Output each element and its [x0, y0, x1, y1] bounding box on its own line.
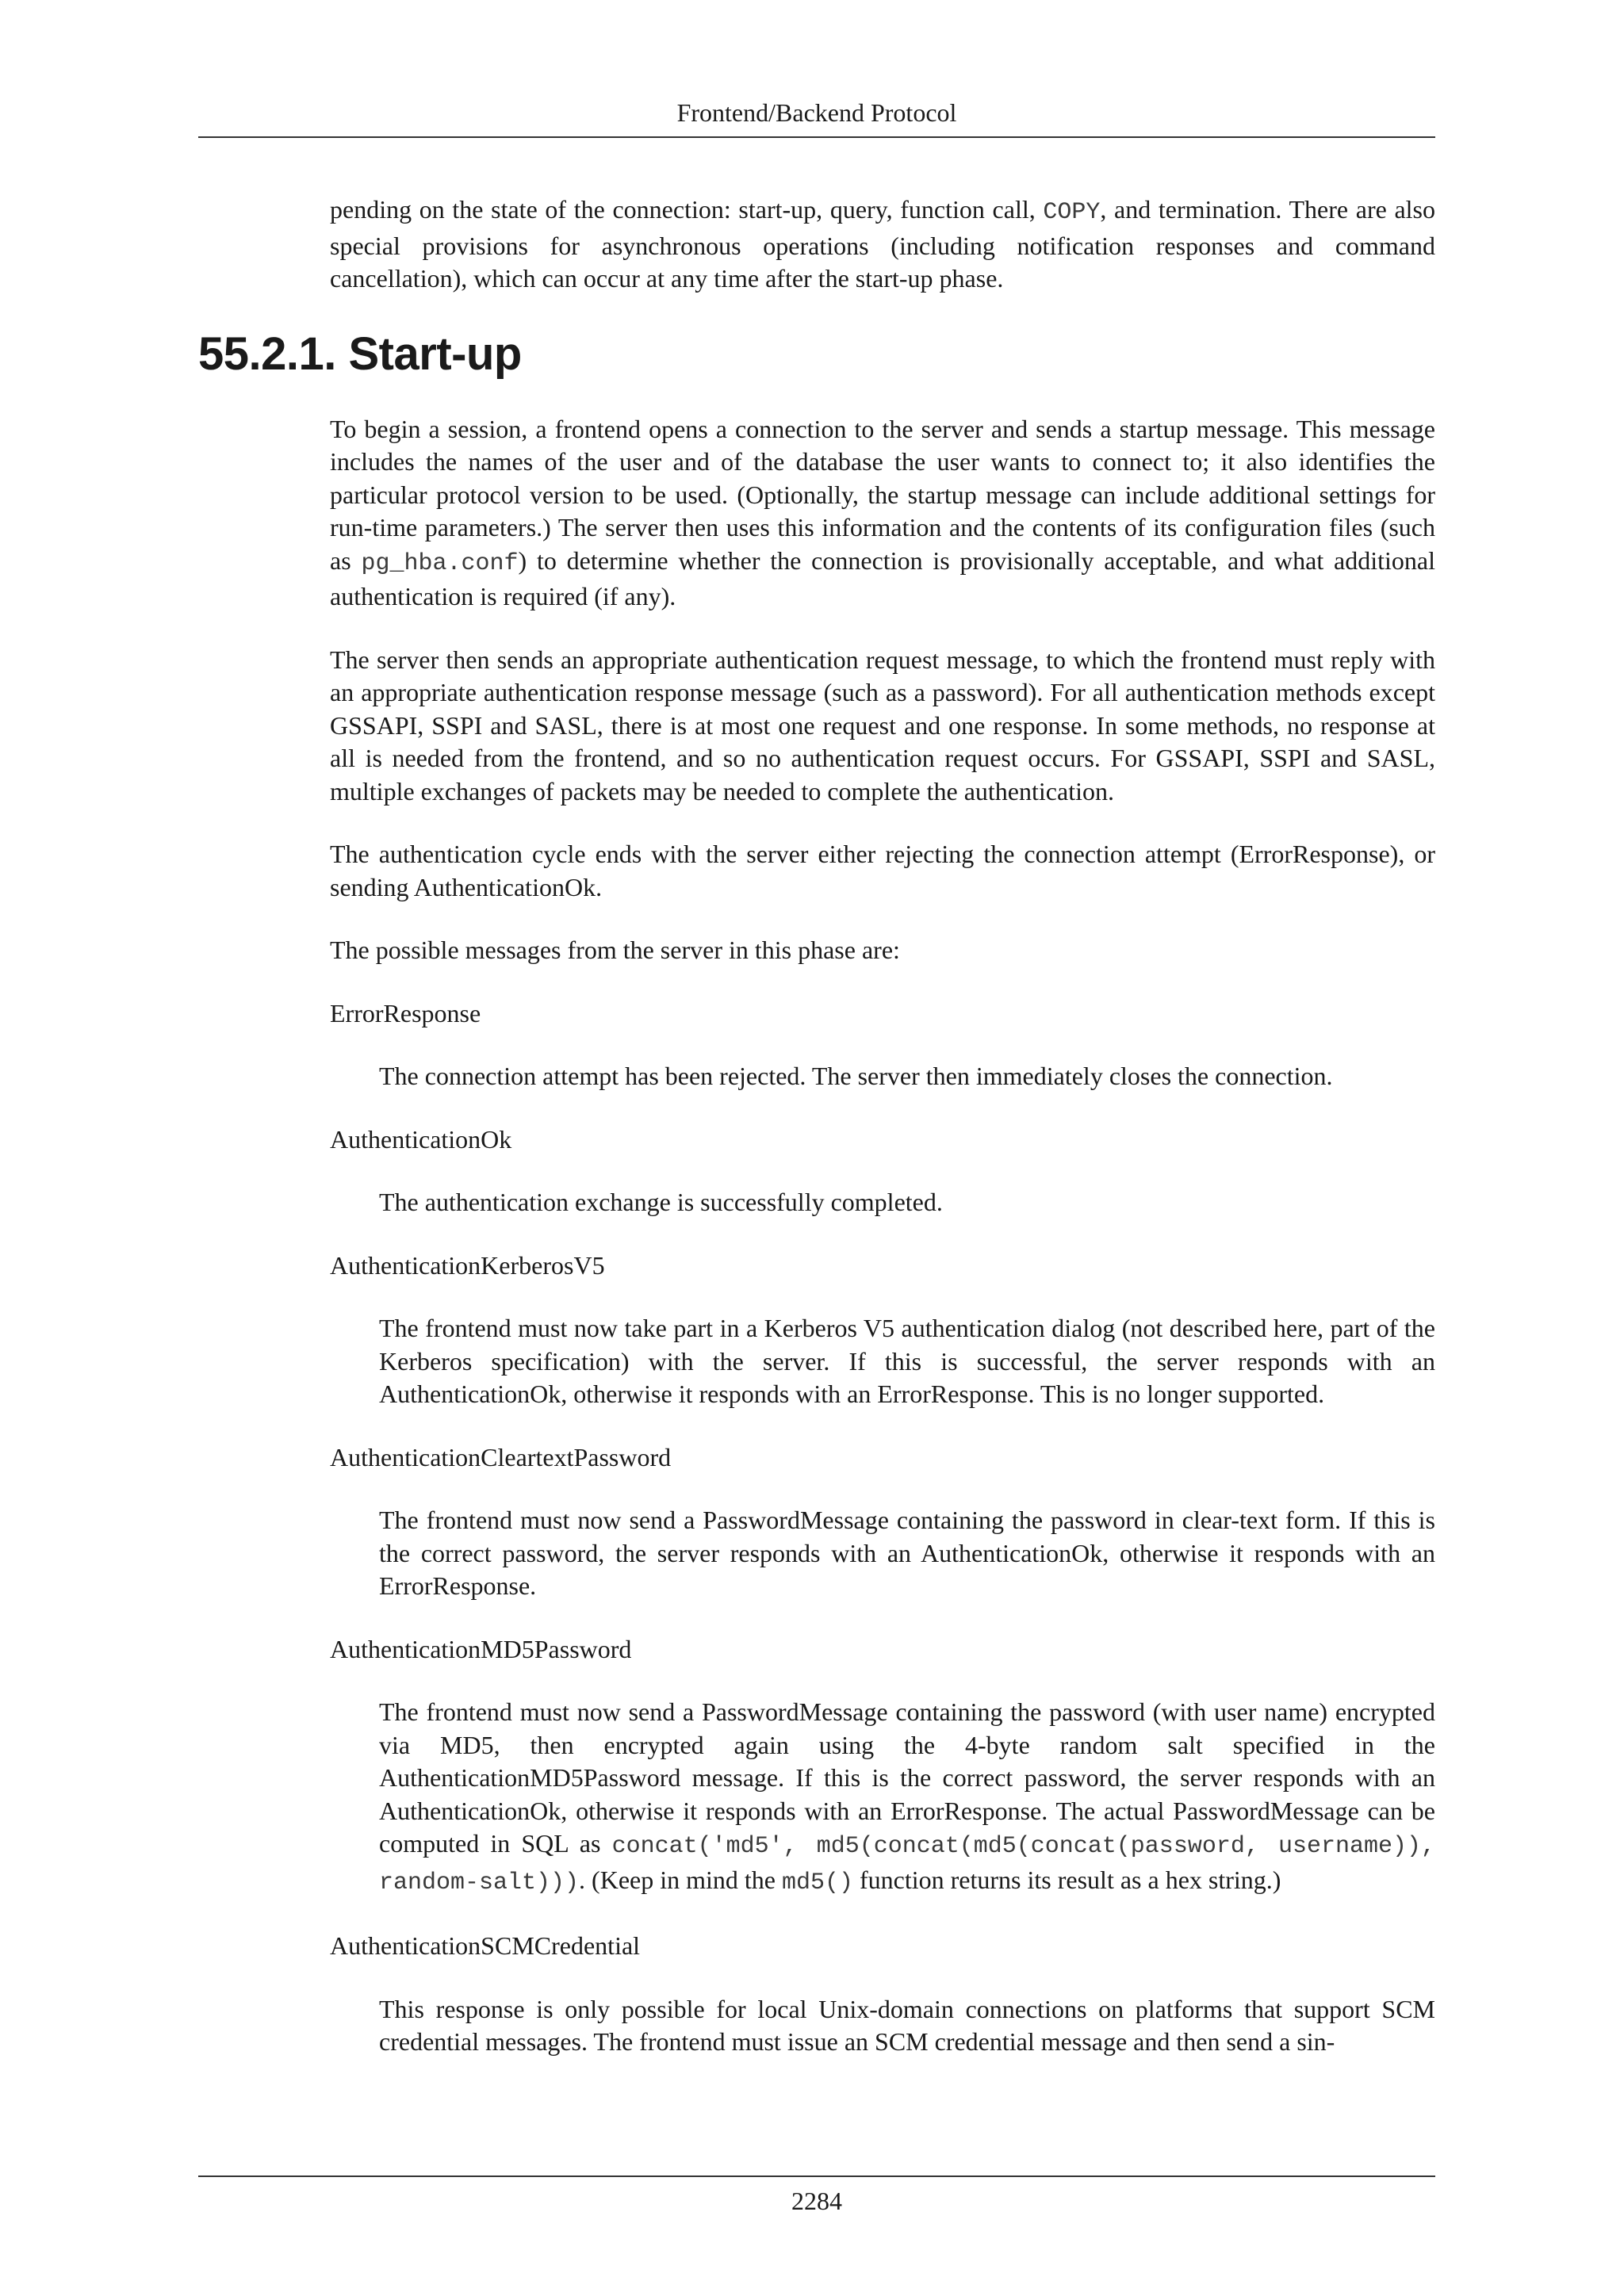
md5-code-concat: concat('md5', md5(concat(md5(concat(password, username)), random-salt))): [379, 1833, 1436, 1896]
auth-cycle-paragraph: The authentication cycle ends with the server either rejecting the connection attempt (ErrorResponse), or sending AuthenticationOk.: [330, 840, 1435, 901]
message-term-scm-credential: AuthenticationSCMCredential: [330, 1931, 641, 1960]
message-description-authentication-ok: The authentication exchange is successfully completed.: [379, 1188, 943, 1216]
md5-text-after: function returns its result as a hex string.): [853, 1865, 1281, 1894]
startup-paragraph: [330, 413, 1435, 614]
intro-text: pending on the state of the connection: start-up, query, function call,: [330, 195, 1044, 224]
startup-code-pg-hba: pg_hba.conf: [361, 549, 519, 577]
intro-text-after: , and termination. There are also special provisions for asynchronous operations (including notification responses and command cancellation), which can occur at any time after the start-up phase.: [330, 195, 1436, 293]
message-term-error-response: ErrorResponse: [330, 998, 481, 1027]
header-rule: [198, 136, 1435, 138]
message-list: [198, 997, 1435, 2059]
section-title: 55.2.1. Start-up: [198, 327, 522, 380]
md5-code-function: md5(): [781, 1869, 853, 1896]
message-description-md5-password: [379, 1696, 1435, 1900]
document-body: [198, 193, 1435, 2089]
message-description-error-response: The connection attempt has been rejected. The server then immediately closes the connection.: [379, 1062, 1333, 1090]
running-header: Frontend/Backend Protocol: [676, 98, 957, 127]
message-term-md5-password: AuthenticationMD5Password: [330, 1634, 632, 1663]
startup-text-after: ) to determine whether the connection is provisionally acceptable, and what additional authentication is required (if any).: [330, 545, 1436, 610]
intro-code-copy: COPY: [1043, 199, 1101, 226]
page-number: 2284: [791, 2187, 842, 2215]
message-description-kerberos-v5: The frontend must now take part in a Kerberos V5 authentication dialog (not described here, part of the Kerberos specification) with the server. If this is successful, the server responds with an AuthenticationOk, otherwise it responds with an ErrorResponse. This is no longer supported.: [379, 1314, 1435, 1408]
md5-text-mid: . (Keep in mind the: [579, 1865, 782, 1894]
message-description-cleartext-password: The frontend must now send a PasswordMessage containing the password in clear-text form. If this is the correct password, the server responds with an AuthenticationOk, otherwise it responds with an ErrorResponse.: [379, 1506, 1435, 1600]
messages-intro-paragraph: The possible messages from the server in this phase are:: [330, 936, 900, 964]
message-term-cleartext-password: AuthenticationCleartextPassword: [330, 1442, 672, 1471]
auth-request-paragraph: The server then sends an appropriate authentication request message, to which the frontend must reply with an appropriate authentication response message (such as a password). For all authentication methods except GSSAPI, SSPI and SASL, there is at most one request and one response. In some methods, no response at all is needed from the frontend, and so no authentication request occurs. For GSSAPI, SSPI and SASL, multiple exchanges of packets may be needed to complete the authentication.: [330, 645, 1435, 806]
startup-text: To begin a session, a frontend opens a connection to the server and sends a startup message. This message includes the names of the user and of the database the user wants to connect to; it also identifies the particular protocol version to be used. (Optionally, the startup message can include additional settings for run-time parameters.) The server then uses this information and the contents of its configuration files (such as: [330, 414, 1435, 575]
md5-text: The frontend must now send a PasswordMessage containing the password (with user name) encrypted via MD5, then encrypted again using the 4-byte random salt specified in the AuthenticationMD5Password message. If this is the correct password, the server responds with an AuthenticationOk, otherwise it responds with an ErrorResponse. The actual PasswordMessage can be computed in SQL as: [379, 1697, 1435, 1858]
intro-paragraph: [330, 193, 1435, 296]
footer-rule: [198, 2175, 1435, 2177]
message-term-kerberos-v5: AuthenticationKerberosV5: [330, 1250, 605, 1280]
message-term-authentication-ok: AuthenticationOk: [330, 1124, 512, 1154]
message-description-scm-credential: This response is only possible for local Unix-domain connections on platforms that support SCM credential messages. The frontend must issue an SCM credential message and then send a sin-: [379, 1994, 1435, 2056]
